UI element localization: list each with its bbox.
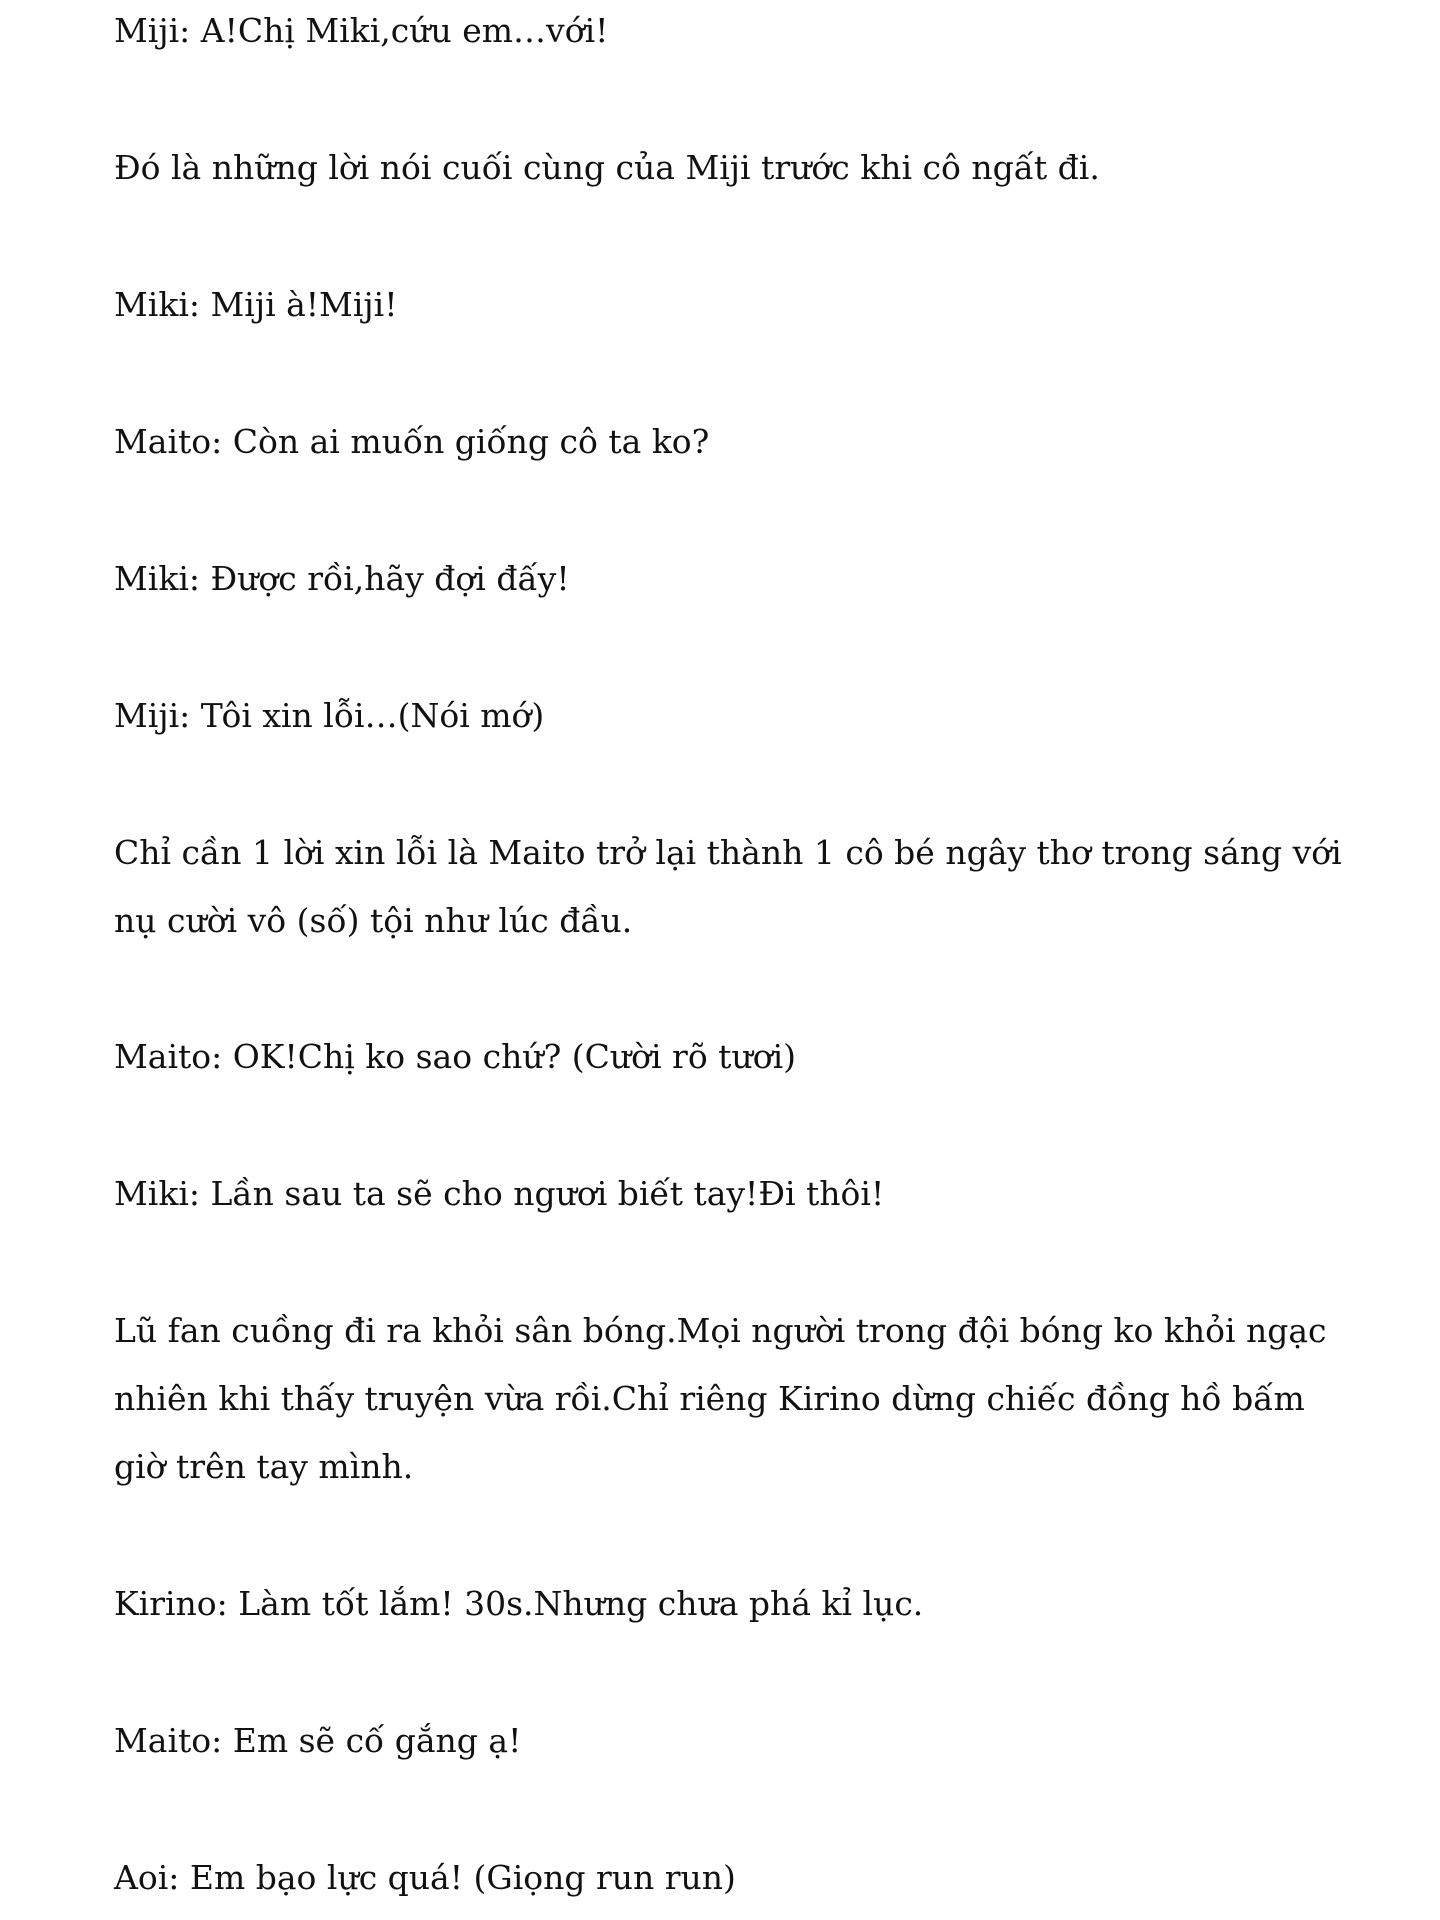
paragraph-maito-line-1: Maito: Còn ai muốn giống cô ta ko?: [114, 422, 710, 461]
paragraph-miji-line-2: Miji: Tôi xin lỗi…(Nói mớ): [114, 696, 545, 735]
paragraph-kirino-line-1: Kirino: Làm tốt lắm! 30s.Nhưng chưa phá kỉ lục.: [114, 1584, 924, 1623]
paragraph-narration-3: Lũ fan cuồng đi ra khỏi sân bóng.Mọi người trong đội bóng ko khỏi ngạc nhiên khi thấy truyện vừa rồi.Chỉ riêng Kirino dừng chiếc đồng hồ bấm giờ trên tay mình.: [114, 1311, 1327, 1486]
paragraph-maito-line-2: Maito: OK!Chị ko sao chứ? (Cười rõ tươi): [114, 1037, 796, 1076]
paragraph-maito-line-3: Maito: Em sẽ cố gắng ạ!: [114, 1721, 522, 1760]
paragraph-narration-1: Đó là những lời nói cuối cùng của Miji trước khi cô ngất đi.: [114, 148, 1100, 187]
paragraph-miji-line-1: Miji: A!Chị Miki,cứu em…với!: [114, 11, 609, 50]
paragraph-miki-line-2: Miki: Được rồi,hãy đợi đấy!: [114, 559, 570, 598]
paragraph-aoi-line-1: Aoi: Em bạo lực quá! (Giọng run run): [114, 1858, 736, 1897]
paragraph-narration-2: Chỉ cần 1 lời xin lỗi là Maito trở lại thành 1 cô bé ngây thơ trong sáng với nụ cười vô (số) tội như lúc đầu.: [114, 833, 1342, 940]
paragraph-miki-line-1: Miki: Miji à!Miji!: [114, 285, 398, 324]
paragraph-miki-line-3: Miki: Lần sau ta sẽ cho ngươi biết tay!Đi thôi!: [114, 1174, 885, 1213]
